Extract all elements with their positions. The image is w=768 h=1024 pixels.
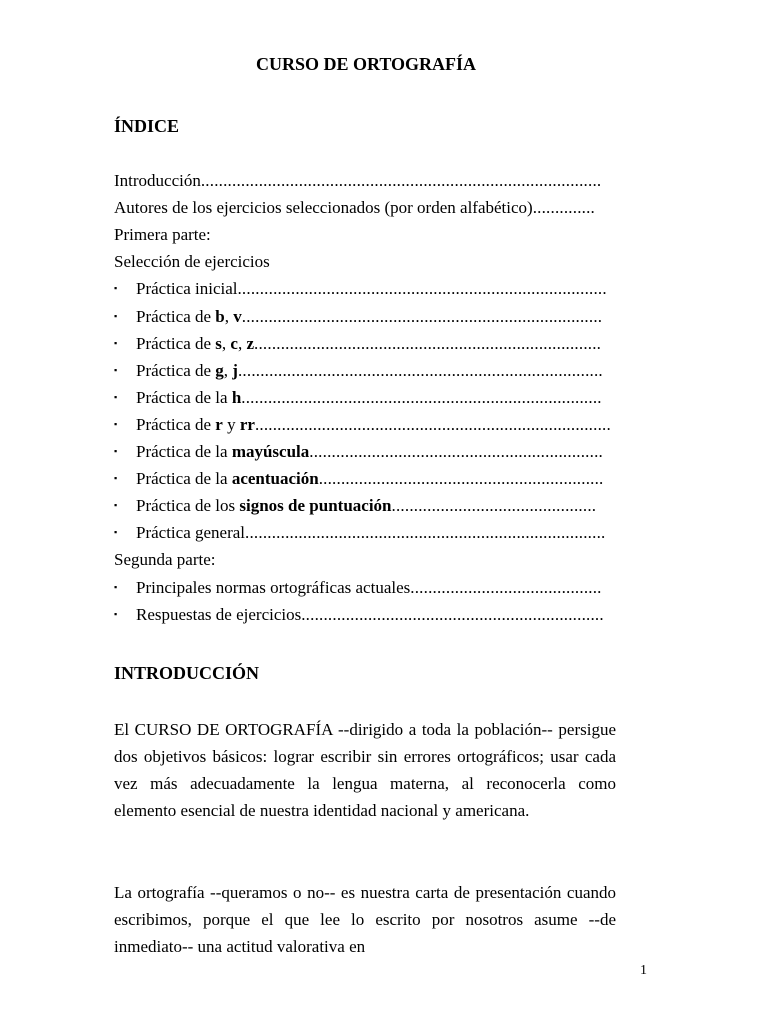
toc-entry (114, 357, 603, 384)
bullet-icon: ▪ (114, 392, 118, 402)
page-number: 1 (640, 963, 647, 978)
toc-entry-text: , (224, 307, 234, 326)
toc-entry-text: c (230, 334, 238, 353)
toc-leader-dots: ................................................................................ (254, 415, 611, 434)
toc-entry-text: signos de puntuación (239, 496, 392, 515)
toc-entry-text: h (231, 388, 242, 407)
toc-entry (114, 248, 270, 275)
introduction-heading: INTRODUCCIÓN (114, 663, 260, 683)
toc-entry-text: j (232, 361, 238, 380)
introduction-paragraph-2: La ortografía --queramos o no-- es nuestra carta de presentación cuando escribimos, porque el que lee lo escrito por nosotros asume --de inmediato-- una actitud valorativa en (114, 883, 616, 956)
toc-leader-dots: ................................................................................. (245, 523, 606, 542)
toc-leader-dots: ................................................................................. (241, 388, 602, 407)
document-title: CURSO DE ORTOGRAFÍA (255, 54, 477, 74)
toc-entry (114, 330, 601, 357)
toc-entry (114, 194, 595, 221)
toc-entry-text: rr (239, 415, 255, 434)
toc-leader-dots: ................................................................ (318, 469, 604, 488)
bullet-icon: ▪ (114, 527, 118, 537)
bullet-icon: ▪ (114, 338, 118, 348)
bullet-icon: ▪ (114, 500, 118, 510)
toc-entry-text: r (215, 415, 223, 434)
toc-entry (114, 492, 596, 519)
toc-entry-text: Primera parte: (114, 225, 211, 244)
toc-entry (114, 221, 211, 248)
bullet-icon: ▪ (114, 609, 118, 619)
toc-leader-dots: .............................................. (391, 496, 597, 515)
index-heading: ÍNDICE (114, 116, 180, 136)
toc-entry (114, 167, 601, 194)
toc-entry (114, 546, 216, 573)
toc-entry (114, 465, 604, 492)
toc-entry-text: Introducción (114, 171, 201, 190)
toc-entry-text: Práctica de (136, 307, 216, 326)
bullet-icon: ▪ (114, 446, 118, 456)
toc-leader-dots: .................................................................................. (237, 361, 603, 380)
toc-leader-dots: .............................................................................. (254, 334, 602, 353)
toc-entry-text: , (237, 334, 247, 353)
toc-entry (114, 275, 607, 302)
toc-entry (114, 574, 602, 601)
toc-entry-text: Práctica de la (136, 388, 232, 407)
toc-entry-text: Práctica de (136, 361, 216, 380)
bullet-icon: ▪ (114, 311, 118, 321)
toc-entry-text: v (233, 307, 242, 326)
toc-entry-text: Práctica de la (136, 442, 232, 461)
toc-leader-dots: ................................................................................... (237, 279, 607, 298)
toc-entry-text: , (223, 361, 233, 380)
toc-leader-dots: .............. (532, 198, 596, 217)
bullet-icon: ▪ (114, 473, 118, 483)
toc-entry-text: Selección de ejercicios (114, 252, 270, 271)
toc-entry-text: b (215, 307, 225, 326)
introduction-paragraph-1: El CURSO DE ORTOGRAFÍA --dirigido a toda la población-- persigue dos objetivos básicos: lograr escribir sin errores ortográficos; usar cada vez más adecuadamente la lengua materna, al reconocerla como elemento esencial de nuestra identidad nacional y americana. (114, 720, 616, 820)
toc-entry-text: z (246, 334, 255, 353)
toc-entry-text: Práctica general (136, 523, 246, 542)
toc-entry (114, 303, 602, 330)
toc-entry-text: Principales normas ortográficas actuales (136, 578, 411, 597)
toc-entry-text: mayúscula (231, 442, 310, 461)
toc-entry (114, 438, 603, 465)
toc-leader-dots: .................................................................... (301, 605, 604, 624)
toc-entry-text: Práctica inicial (136, 279, 238, 298)
bullet-icon: ▪ (114, 283, 118, 293)
bullet-icon: ▪ (114, 365, 118, 375)
bullet-icon: ▪ (114, 419, 118, 429)
toc-entry (114, 601, 604, 628)
toc-leader-dots: .................................................................. (309, 442, 603, 461)
toc-leader-dots: .......................................................................................... (200, 171, 602, 190)
toc-entry-text: acentuación (231, 469, 319, 488)
toc-entry-text: Práctica de los (136, 496, 240, 515)
toc-leader-dots: ........................................... (410, 578, 602, 597)
toc-entry (114, 411, 611, 438)
toc-entry-text: Práctica de (136, 415, 216, 434)
toc-entry-text: g (215, 361, 224, 380)
toc-entry-text: Práctica de (136, 334, 216, 353)
toc-leader-dots: ................................................................................. (241, 307, 603, 326)
toc-entry-text: Autores de los ejercicios seleccionados (por orden alfabético) (114, 198, 533, 217)
toc-entry-text: Respuestas de ejercicios (136, 605, 302, 624)
toc-entry-text: s (215, 334, 222, 353)
toc-entry-text: , (221, 334, 231, 353)
toc-entry (114, 384, 602, 411)
toc-entry (114, 519, 605, 546)
bullet-icon: ▪ (114, 582, 118, 592)
toc-entry-text: y (222, 415, 240, 434)
toc-entry-text: Segunda parte: (114, 550, 216, 569)
toc-entry-text: Práctica de la (136, 469, 232, 488)
